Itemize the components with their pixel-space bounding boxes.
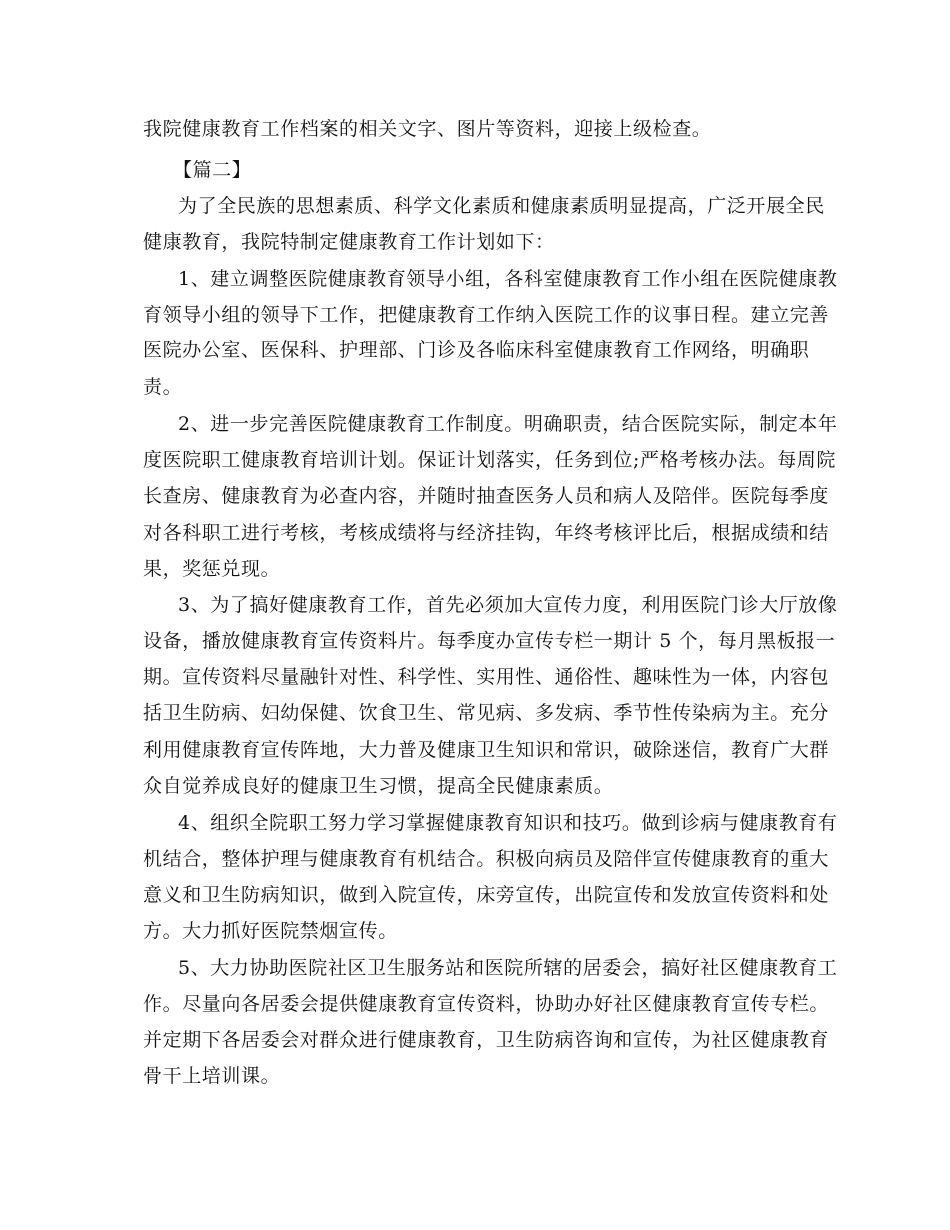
text-line: 括卫生防病、妇幼保健、饮食卫生、常见病、多发病、季节性传染病为主。充分 [143, 702, 830, 724]
text-line: 众自觉养成良好的健康卫生习惯，提高全民健康素质。 [143, 775, 614, 797]
text-line: 医院办公室、医保科、护理部、门诊及各临床科室健康教育工作网络，明确职 [143, 339, 810, 361]
text-line: 骨干上培训课。 [143, 1065, 281, 1087]
text-line: 育领导小组的领导下工作，把健康教育工作纳入医院工作的议事日程。建立完善 [143, 304, 830, 326]
text-line: 5、大力协助医院社区卫生服务站和医院所辖的居委会，搞好社区健康教育工 [178, 957, 838, 979]
text-line: 2、进一步完善医院健康教育工作制度。明确职责，结合医院实际，制定本年 [178, 413, 838, 435]
text-line: 方。大力抓好医院禁烟宣传。 [143, 920, 398, 942]
section-heading: 【篇二】 [173, 159, 252, 181]
text-line: 果，奖惩兑现。 [143, 558, 281, 580]
text-line: 4、组织全院职工努力学习掌握健康教育知识和技巧。做到诊病与健康教育有 [178, 812, 838, 834]
text-line: 度医院职工健康教育培训计划。保证计划落实，任务到位;严格考核办法。每周院 [143, 449, 837, 471]
text-line: 责。 [143, 376, 183, 398]
text-line: 3、为了搞好健康教育工作，首先必须加大宣传力度，利用医院门诊大厅放像 [178, 594, 838, 616]
text-line: 机结合，整体护理与健康教育有机结合。积极向病员及陪伴宣传健康教育的重大 [143, 848, 830, 870]
text-line: 并定期下各居委会对群众进行健康教育，卫生防病咨询和宣传，为社区健康教育 [143, 1029, 830, 1051]
text-line: 健康教育，我院特制定健康教育工作计划如下： [143, 231, 555, 253]
text-line: 设备，播放健康教育宣传资料片。每季度办宣传专栏一期计 5 个，每月黑板报一 [143, 630, 836, 652]
text-line: 1、建立调整医院健康教育领导小组，各科室健康教育工作小组在医院健康教 [178, 268, 838, 290]
text-line: 作。尽量向各居委会提供健康教育宣传资料，协助办好社区健康教育宣传专栏。 [143, 993, 830, 1015]
text-line: 利用健康教育宣传阵地，大力普及健康卫生知识和常识，破除迷信，教育广大群 [143, 739, 830, 761]
text-line: 对各科职工进行考核，考核成绩将与经济挂钩，年终考核评比后，根据成绩和结 [143, 522, 830, 544]
text-line: 为了全民族的思想素质、科学文化素质和健康素质明显提高，广泛开展全民 [178, 195, 825, 217]
text-line: 长查房、健康教育为必查内容，并随时抽查医务人员和病人及陪伴。医院每季度 [143, 485, 830, 507]
text-line: 期。宣传资料尽量融针对性、科学性、实用性、通俗性、趣味性为一体，内容包 [143, 666, 830, 688]
text-line: 意义和卫生防病知识，做到入院宣传，床旁宣传，出院宣传和发放宣传资料和处 [143, 884, 830, 906]
text-line: 我院健康教育工作档案的相关文字、图片等资料，迎接上级检查。 [143, 118, 712, 140]
